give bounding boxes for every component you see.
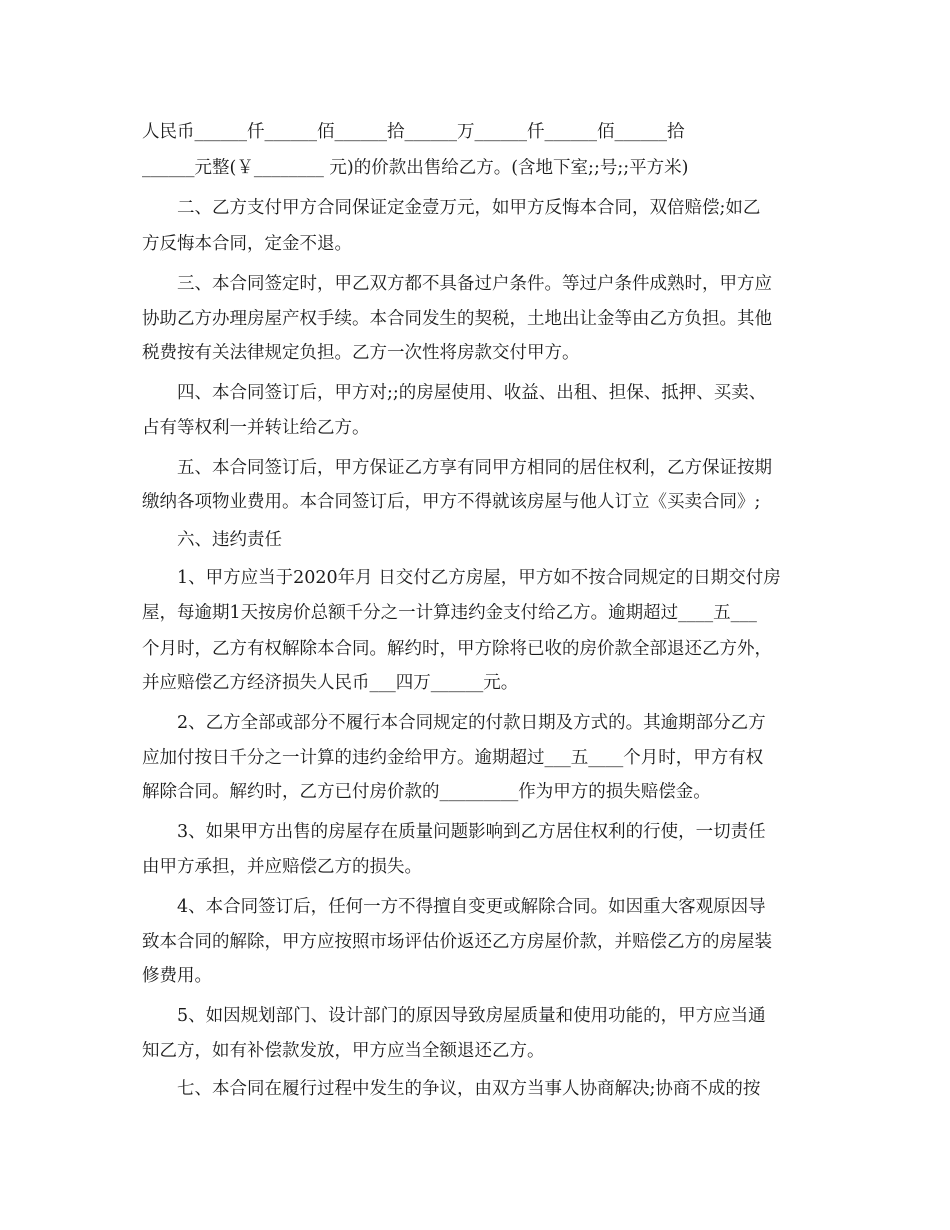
text-line: 人民币______仟______佰______拾______万______仟______佰______拾 bbox=[142, 122, 685, 142]
paragraph-start: 2、乙方全部或部分不履行本合同规定的付款日期及方式的。其逾期部分乙方 bbox=[177, 713, 766, 733]
paragraph-start: 七、本合同在履行过程中发生的争议，由双方当事人协商解决;协商不成的按 bbox=[177, 1079, 761, 1099]
text-line: 协助乙方办理房屋产权手续。本合同发生的契税，土地出让金等由乙方负担。其他 bbox=[142, 309, 772, 329]
paragraph-start: 五、本合同签订后，甲方保证乙方享有同甲方相同的居住权利，乙方保证按期 bbox=[177, 458, 772, 478]
text-line: 由甲方承担，并应赔偿乙方的损失。 bbox=[142, 857, 422, 877]
text-line: 屋，每逾期1天按房价总额千分之一计算违约金支付给乙方。逾期超过____五___ bbox=[142, 603, 757, 623]
text-line: 知乙方，如有补偿款发放，甲方应当全额退还乙方。 bbox=[142, 1041, 545, 1061]
text-line: 致本合同的解除，甲方应按照市场评估价返还乙方房屋价款，并赔偿乙方的房屋装 bbox=[142, 932, 772, 952]
text-line: ______元整(￥________ 元)的价款出售给乙方。(含地下室;;号;;平方米) bbox=[142, 158, 689, 178]
paragraph-start: 二、乙方支付甲方合同保证定金壹万元，如甲方反悔本合同，双倍赔偿;如乙 bbox=[177, 198, 761, 218]
paragraph-start: 1、甲方应当于2020年月 日交付乙方房屋，甲方如不按合同规定的日期交付房 bbox=[177, 568, 781, 588]
section-heading: 六、违约责任 bbox=[177, 530, 282, 550]
text-line: 修费用。 bbox=[142, 966, 212, 986]
text-line: 缴纳各项物业费用。本合同签订后，甲方不得就该房屋与他人订立《买卖合同》; bbox=[142, 492, 761, 512]
paragraph-start: 4、本合同签订后，任何一方不得擅自变更或解除合同。如因重大客观原因导 bbox=[177, 897, 766, 917]
text-line: 并应赔偿乙方经济损失人民币___四万______元。 bbox=[142, 673, 519, 693]
text-line: 解除合同。解约时，乙方已付房价款的_________作为甲方的损失赔偿金。 bbox=[142, 782, 711, 802]
text-line: 方反悔本合同，定金不退。 bbox=[142, 234, 352, 254]
text-line: 税费按有关法律规定负担。乙方一次性将房款交付甲方。 bbox=[142, 343, 580, 363]
text-line: 占有等权利一并转让给乙方。 bbox=[142, 418, 370, 438]
text-line: 应加付按日千分之一计算的违约金给甲方。逾期超过___五____个月时，甲方有权 bbox=[142, 748, 764, 768]
paragraph-start: 3、如果甲方出售的房屋存在质量问题影响到乙方居住权利的行使，一切责任 bbox=[177, 822, 766, 842]
paragraph-start: 四、本合同签订后，甲方对;;的房屋使用、收益、出租、担保、抵押、买卖、 bbox=[177, 383, 767, 403]
paragraph-start: 三、本合同签定时，甲乙双方都不具备过户条件。等过户条件成熟时，甲方应 bbox=[177, 274, 772, 294]
paragraph-start: 5、如因规划部门、设计部门的原因导致房屋质量和使用功能的，甲方应当通 bbox=[177, 1006, 766, 1026]
text-line: 个月时，乙方有权解除本合同。解约时，甲方除将已收的房价款全部退还乙方外， bbox=[142, 639, 772, 659]
